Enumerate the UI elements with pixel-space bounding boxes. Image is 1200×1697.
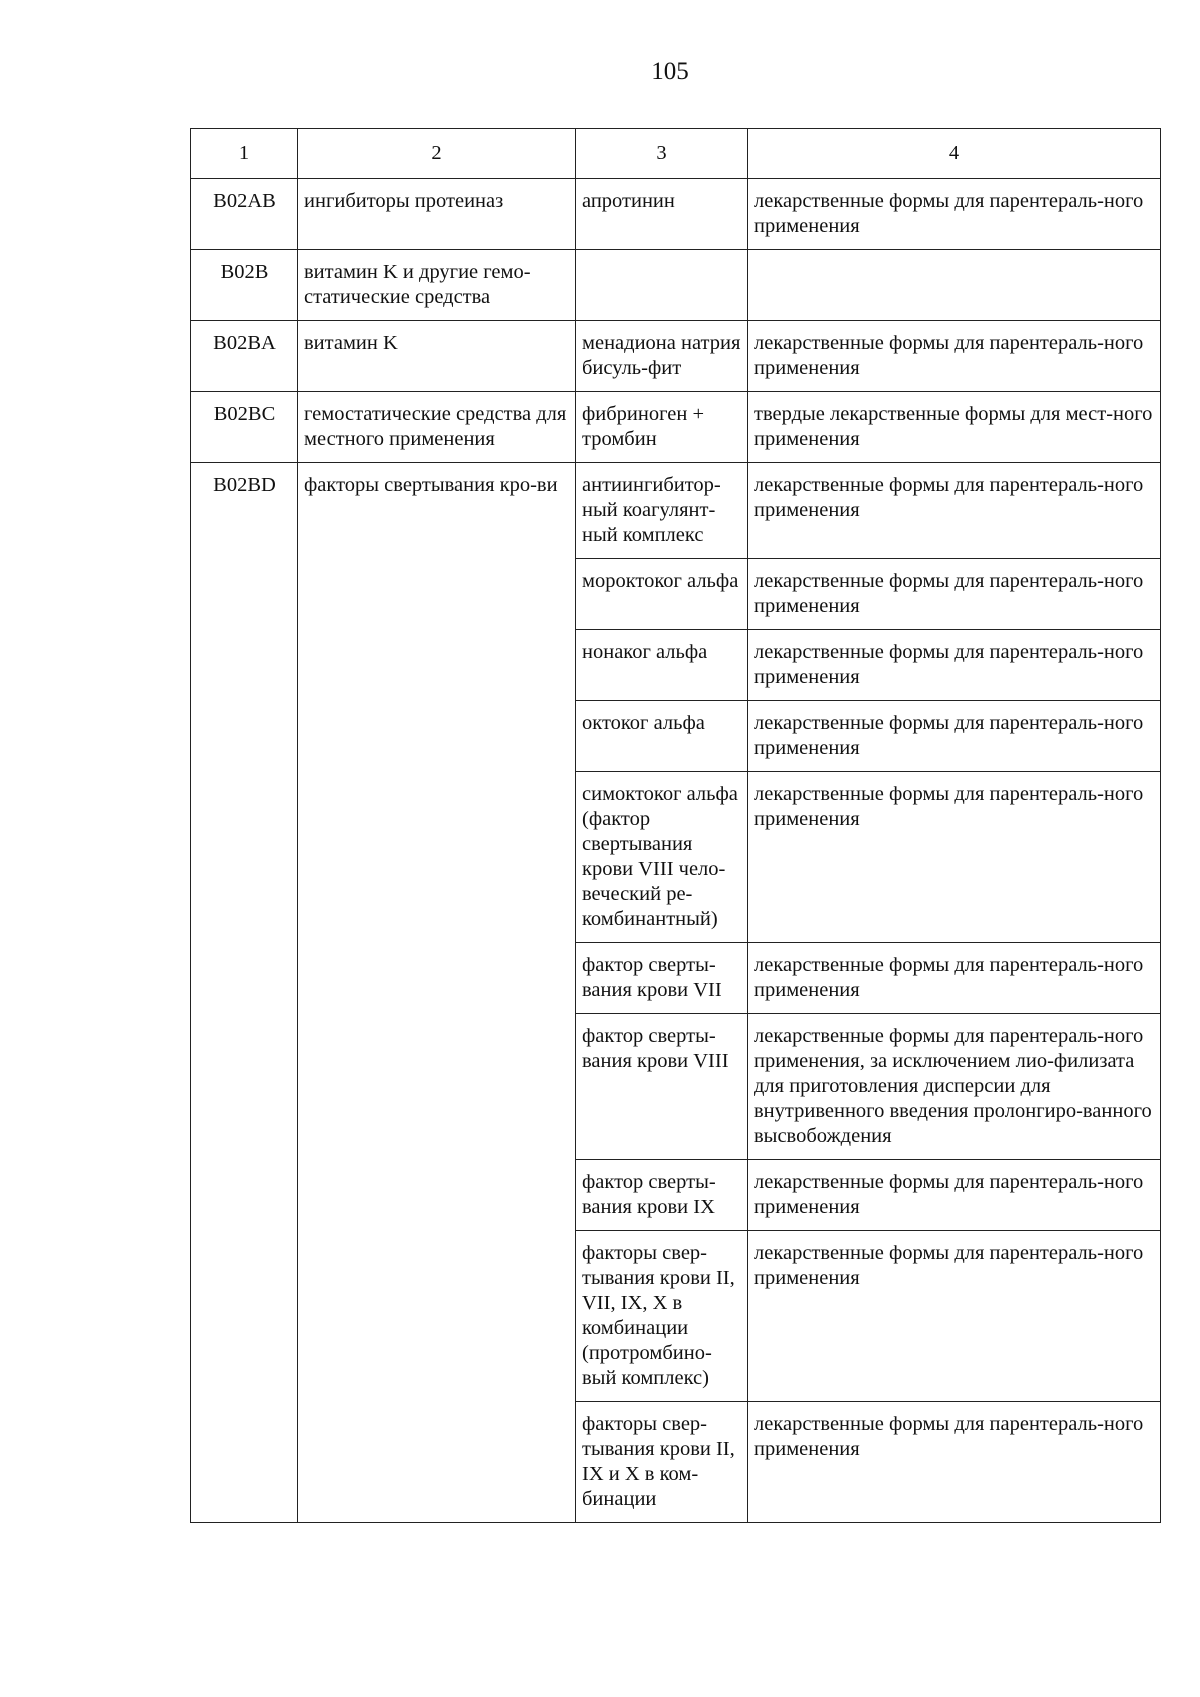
drug-name-cell: октоког альфа xyxy=(576,701,748,772)
dosage-form-cell: лекарственные формы для парентераль-ного применения xyxy=(748,943,1161,1014)
dosage-form-cell: лекарственные формы для парентераль-ного применения xyxy=(748,1160,1161,1231)
drug-name-cell: факторы свер-тывания крови II, VII, IX, X в комбинации (протромбино-вый комплекс) xyxy=(576,1231,748,1402)
drug-name-cell: фибриноген + тромбин xyxy=(576,392,748,463)
drug-name-cell: фактор сверты-вания крови VIII xyxy=(576,1014,748,1160)
group-name-cell: ингибиторы протеиназ xyxy=(298,179,576,250)
header-row xyxy=(191,129,1161,179)
table-row xyxy=(191,250,1161,321)
page-number: 105 xyxy=(651,58,689,85)
table-row xyxy=(191,321,1161,392)
dosage-form-cell: лекарственные формы для парентераль-ного применения xyxy=(748,1231,1161,1402)
header-cell: 4 xyxy=(748,129,1161,179)
header-cell: 2 xyxy=(298,129,576,179)
dosage-form-cell: лекарственные формы для парентераль-ного применения xyxy=(748,701,1161,772)
drug-name-cell: апротинин xyxy=(576,179,748,250)
drug-name-cell: нонаког альфа xyxy=(576,630,748,701)
group-name-cell: витамин K xyxy=(298,321,576,392)
dosage-form-cell: лекарственные формы для парентераль-ного применения xyxy=(748,630,1161,701)
atc-code-cell: B02B xyxy=(191,250,298,321)
atc-code-cell: B02BC xyxy=(191,392,298,463)
header-cell: 3 xyxy=(576,129,748,179)
table-row xyxy=(191,179,1161,250)
drug-name-cell: менадиона натрия бисуль-фит xyxy=(576,321,748,392)
dosage-form-cell: лекарственные формы для парентераль-ного применения xyxy=(748,321,1161,392)
drug-table xyxy=(190,128,1161,1523)
group-name-cell: витамин K и другие гемо-статические средства xyxy=(298,250,576,321)
group-name-cell: гемостатические средства для местного применения xyxy=(298,392,576,463)
dosage-form-cell: лекарственные формы для парентераль-ного применения, за исключением лио-филизата для приготовления дисперсии для внутривенного введения пролонгиро-ванного высвобождения xyxy=(748,1014,1161,1160)
dosage-form-cell xyxy=(748,250,1161,321)
drug-name-cell: фактор сверты-вания крови VII xyxy=(576,943,748,1014)
table-row xyxy=(191,463,1161,559)
dosage-form-cell: лекарственные формы для парентераль-ного применения xyxy=(748,559,1161,630)
drug-name-cell: фактор сверты-вания крови IX xyxy=(576,1160,748,1231)
atc-code-cell: B02BA xyxy=(191,321,298,392)
dosage-form-cell: твердые лекарственные формы для мест-ного применения xyxy=(748,392,1161,463)
dosage-form-cell: лекарственные формы для парентераль-ного применения xyxy=(748,1402,1161,1523)
atc-code-cell: B02AB xyxy=(191,179,298,250)
drug-name-cell xyxy=(576,250,748,321)
dosage-form-cell: лекарственные формы для парентераль-ного применения xyxy=(748,772,1161,943)
drug-name-cell: мороктоког альфа xyxy=(576,559,748,630)
table-row xyxy=(191,392,1161,463)
atc-code-cell: B02BD xyxy=(191,463,298,1523)
header-cell: 1 xyxy=(191,129,298,179)
dosage-form-cell: лекарственные формы для парентераль-ного применения xyxy=(748,463,1161,559)
group-name-cell: факторы свертывания кро-ви xyxy=(298,463,576,1523)
drug-name-cell: факторы свер-тывания крови II, IX и X в ком-бинации xyxy=(576,1402,748,1523)
drug-name-cell: симоктоког альфа (фактор свертывания крови VIII чело-веческий ре-комбинантный) xyxy=(576,772,748,943)
dosage-form-cell: лекарственные формы для парентераль-ного применения xyxy=(748,179,1161,250)
drug-name-cell: антиингибитор-ный коагулянт-ный комплекс xyxy=(576,463,748,559)
